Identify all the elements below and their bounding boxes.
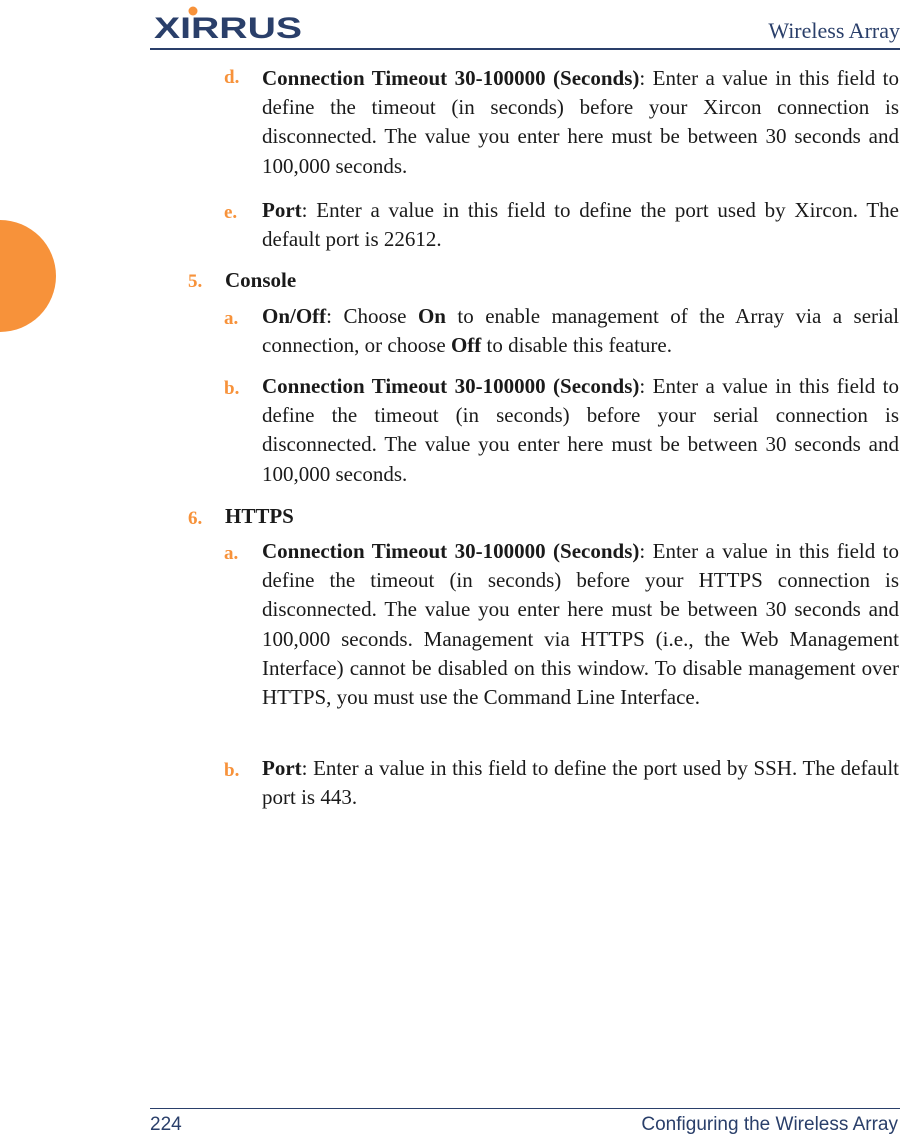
chapter-tab-marker bbox=[0, 220, 56, 332]
page-header bbox=[150, 0, 900, 52]
console-a-on: On bbox=[417, 304, 446, 328]
item-e-port bbox=[262, 196, 899, 254]
console-a-off: Off bbox=[450, 333, 482, 358]
header-rule bbox=[150, 48, 900, 50]
section-marker-https: 6. bbox=[188, 508, 203, 529]
xirrus-logo bbox=[154, 6, 310, 40]
section-heading-console: Console bbox=[225, 268, 297, 292]
https-b-text: : Enter a value in this field to define the port used by SSH. The default port is 443. bbox=[262, 756, 899, 810]
svg-text:XIRRUS: XIRRUS bbox=[154, 12, 302, 40]
item-e-label: Port bbox=[262, 198, 302, 222]
page-number: 224 bbox=[150, 1114, 182, 1135]
console-a-text1: : Choose bbox=[326, 304, 418, 328]
https-b-label: Port bbox=[262, 756, 302, 780]
console-item-b-timeout bbox=[262, 372, 899, 489]
item-d-label: Connection Timeout 30-100000 (Seconds) bbox=[262, 66, 640, 90]
item-d-text: : Enter a value in this field to define the timeout (in seconds) before your Xircon connection is disconnected. The value you enter here must be between 30 seconds and 100,000 seconds. bbox=[262, 66, 899, 178]
item-e-text: : Enter a value in this field to define the port used by Xircon. The default port is 22612. bbox=[262, 198, 899, 252]
console-item-marker-a: a. bbox=[224, 308, 239, 329]
https-item-marker-b: b. bbox=[224, 760, 240, 781]
item-marker-d: d. bbox=[224, 67, 240, 88]
https-item-marker-a: a. bbox=[224, 543, 239, 564]
console-a-text2: to enable management of the Array via a serial connection, or choose bbox=[262, 304, 899, 358]
console-item-marker-b: b. bbox=[224, 378, 240, 399]
item-d-connection-timeout bbox=[262, 64, 899, 181]
https-item-a-timeout bbox=[262, 537, 899, 712]
https-a-label: Connection Timeout 30-100000 (Seconds) bbox=[262, 539, 640, 563]
console-a-text3: to disable this feature. bbox=[481, 333, 672, 358]
footer-rule bbox=[150, 1108, 900, 1109]
https-item-b-port bbox=[262, 754, 899, 812]
console-b-text: : Enter a value in this field to define the timeout (in seconds) before your serial connection is disconnected. The value you enter here must be between 30 seconds and 100,000 seconds. bbox=[262, 374, 899, 486]
console-a-label: On/Off bbox=[262, 304, 327, 328]
section-heading-https: HTTPS bbox=[225, 504, 294, 528]
console-item-a-on-off bbox=[262, 302, 899, 360]
section-marker-console: 5. bbox=[188, 271, 203, 292]
console-b-label: Connection Timeout 30-100000 (Seconds) bbox=[262, 374, 640, 398]
footer-title: Configuring the Wireless Array bbox=[641, 1114, 898, 1135]
https-a-text: : Enter a value in this field to define the timeout (in seconds) before your HTTPS connection is disconnected. The value you enter here must be between 30 seconds and 100,000 seconds. Management via HTTPS (i.e., the Web Management Interface) cannot be disabled on this window. To disable management over HTTPS, you must use the Command Line Interface. bbox=[262, 539, 899, 710]
header-title: Wireless Array bbox=[768, 18, 900, 43]
item-marker-e: e. bbox=[224, 202, 238, 223]
